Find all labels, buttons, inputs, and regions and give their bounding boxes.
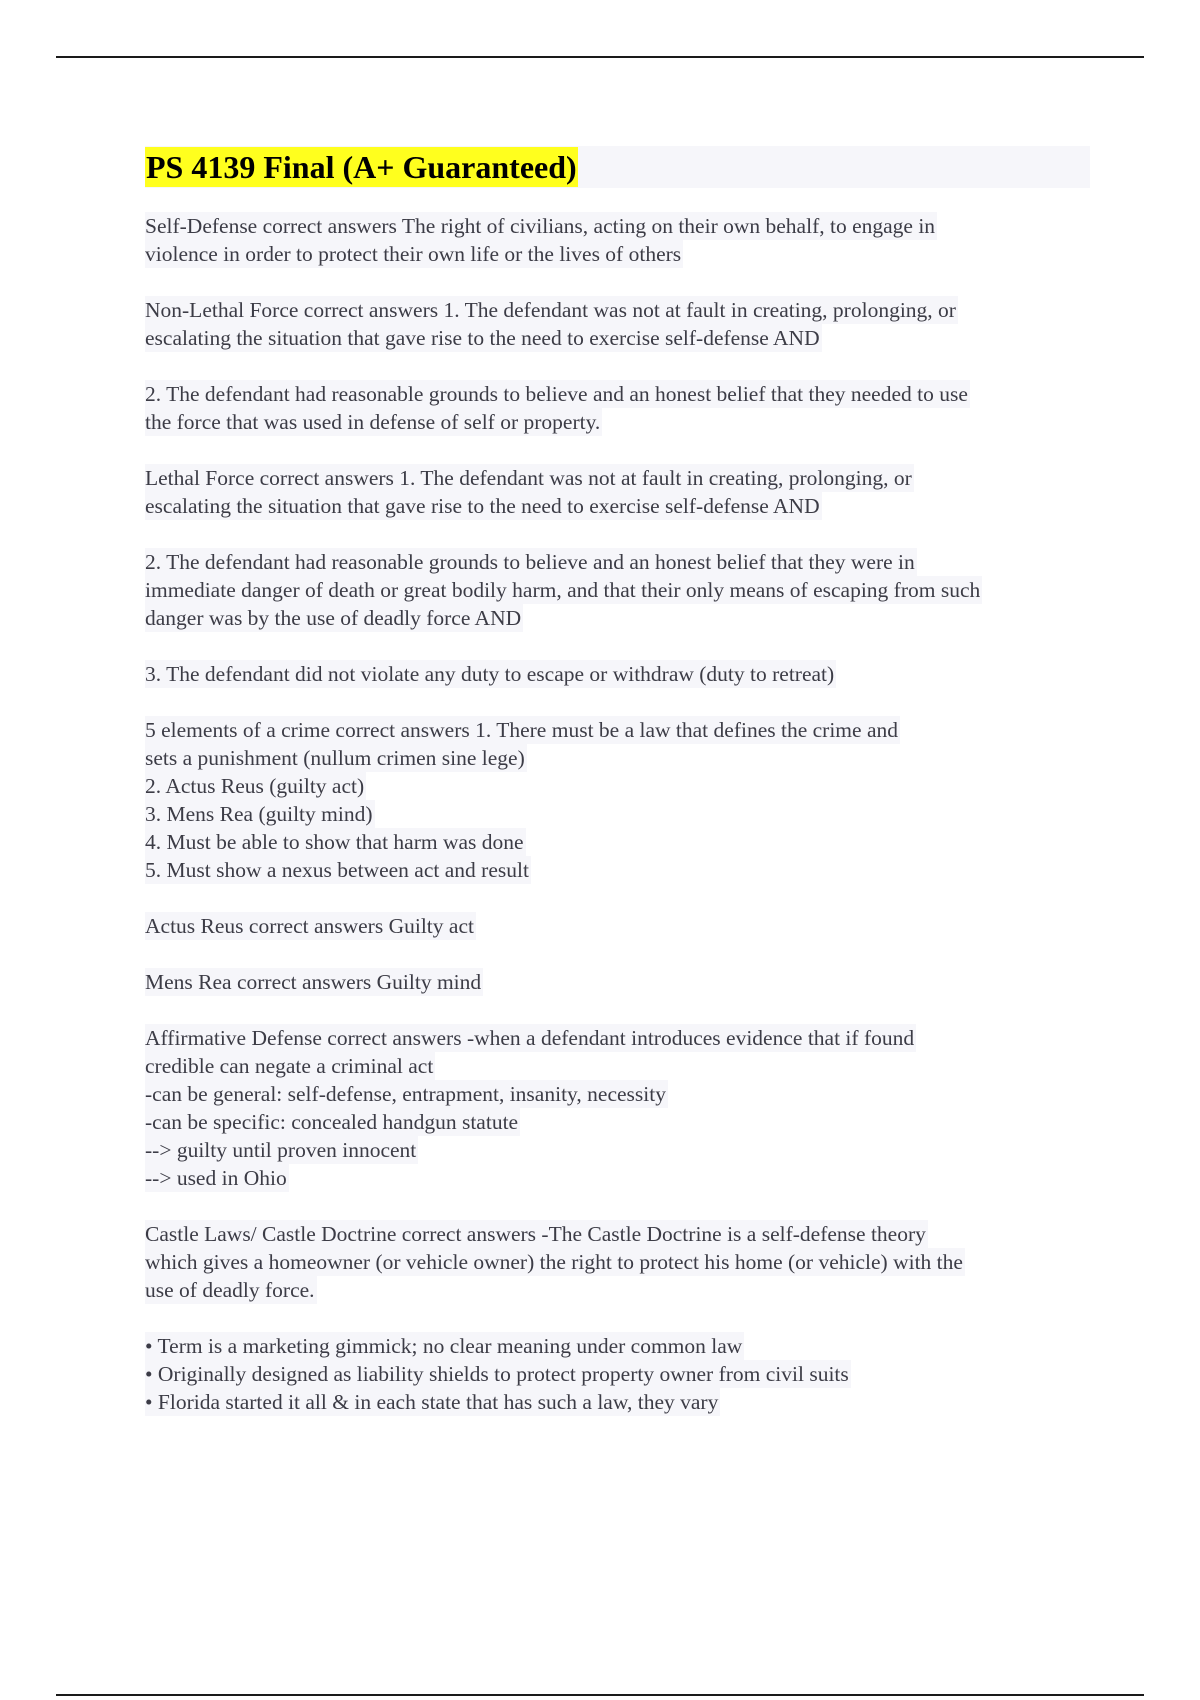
top-rule (56, 56, 1144, 58)
text-line: the force that was used in defense of self or property. (145, 410, 601, 434)
text-line: • Term is a marketing gimmick; no clear meaning under common law (145, 1334, 743, 1358)
text-line: --> guilty until proven innocent (145, 1138, 417, 1162)
text-line: Actus Reus correct answers Guilty act (145, 914, 474, 938)
text-line: Non-Lethal Force correct answers 1. The defendant was not at fault in creating, prolonging, or (145, 298, 956, 322)
text-line: 5 elements of a crime correct answers 1. There must be a law that defines the crime and (145, 718, 898, 742)
text-line: immediate danger of death or great bodily harm, and that their only means of escaping from such (145, 578, 981, 602)
paragraph (145, 716, 1090, 884)
paragraph (145, 1332, 1090, 1416)
text-line: escalating the situation that gave rise to the need to exercise self-defense AND (145, 326, 820, 350)
text-line: 5. Must show a nexus between act and result (145, 858, 529, 882)
text-line: 2. The defendant had reasonable grounds to believe and an honest belief that they were in (145, 550, 915, 574)
paragraph (145, 1024, 1090, 1192)
paragraph (145, 464, 1090, 520)
paragraph (145, 1220, 1090, 1304)
text-line: use of deadly force. (145, 1278, 315, 1302)
text-line: Castle Laws/ Castle Doctrine correct answers -The Castle Doctrine is a self-defense theory (145, 1222, 926, 1246)
document-title: PS 4139 Final (A+ Guaranteed) (146, 149, 577, 185)
text-line: Mens Rea correct answers Guilty mind (145, 970, 482, 994)
paragraph (145, 912, 1090, 940)
text-line: -can be general: self-defense, entrapment, insanity, necessity (145, 1082, 666, 1106)
text-line: • Florida started it all & in each state that has such a law, they vary (145, 1390, 719, 1414)
paragraph (145, 968, 1090, 996)
bottom-rule (56, 1694, 1144, 1696)
text-line: --> used in Ohio (145, 1166, 287, 1190)
paragraph-list (145, 212, 1090, 1416)
text-line: Affirmative Defense correct answers -when a defendant introduces evidence that if found (145, 1026, 915, 1050)
text-line: escalating the situation that gave rise to the need to exercise self-defense AND (145, 494, 820, 518)
document-body (145, 146, 1090, 1444)
paragraph (145, 548, 1090, 632)
text-line: -can be specific: concealed handgun statute (145, 1110, 519, 1134)
text-line: 2. The defendant had reasonable grounds to believe and an honest belief that they needed to use (145, 382, 968, 406)
text-line: danger was by the use of deadly force AND (145, 606, 522, 630)
text-line: violence in order to protect their own life or the lives of others (145, 242, 682, 266)
paragraph (145, 660, 1090, 688)
text-line: 3. The defendant did not violate any duty to escape or withdraw (duty to retreat) (145, 662, 835, 686)
paragraph (145, 212, 1090, 268)
text-line: 2. Actus Reus (guilty act) (145, 774, 365, 798)
text-line: which gives a homeowner (or vehicle owner) the right to protect his home (or vehicle) with the (145, 1250, 963, 1274)
text-line: • Originally designed as liability shields to protect property owner from civil suits (145, 1362, 849, 1386)
paragraph (145, 296, 1090, 352)
text-line: Lethal Force correct answers 1. The defendant was not at fault in creating, prolonging, or (145, 466, 912, 490)
text-line: sets a punishment (nullum crimen sine lege) (145, 746, 525, 770)
paragraph (145, 380, 1090, 436)
text-line: 3. Mens Rea (guilty mind) (145, 802, 373, 826)
text-line: credible can negate a criminal act (145, 1054, 434, 1078)
text-line: 4. Must be able to show that harm was done (145, 830, 524, 854)
text-line: Self-Defense correct answers The right of civilians, acting on their own behalf, to engage in (145, 214, 936, 238)
title-band (145, 146, 1090, 188)
